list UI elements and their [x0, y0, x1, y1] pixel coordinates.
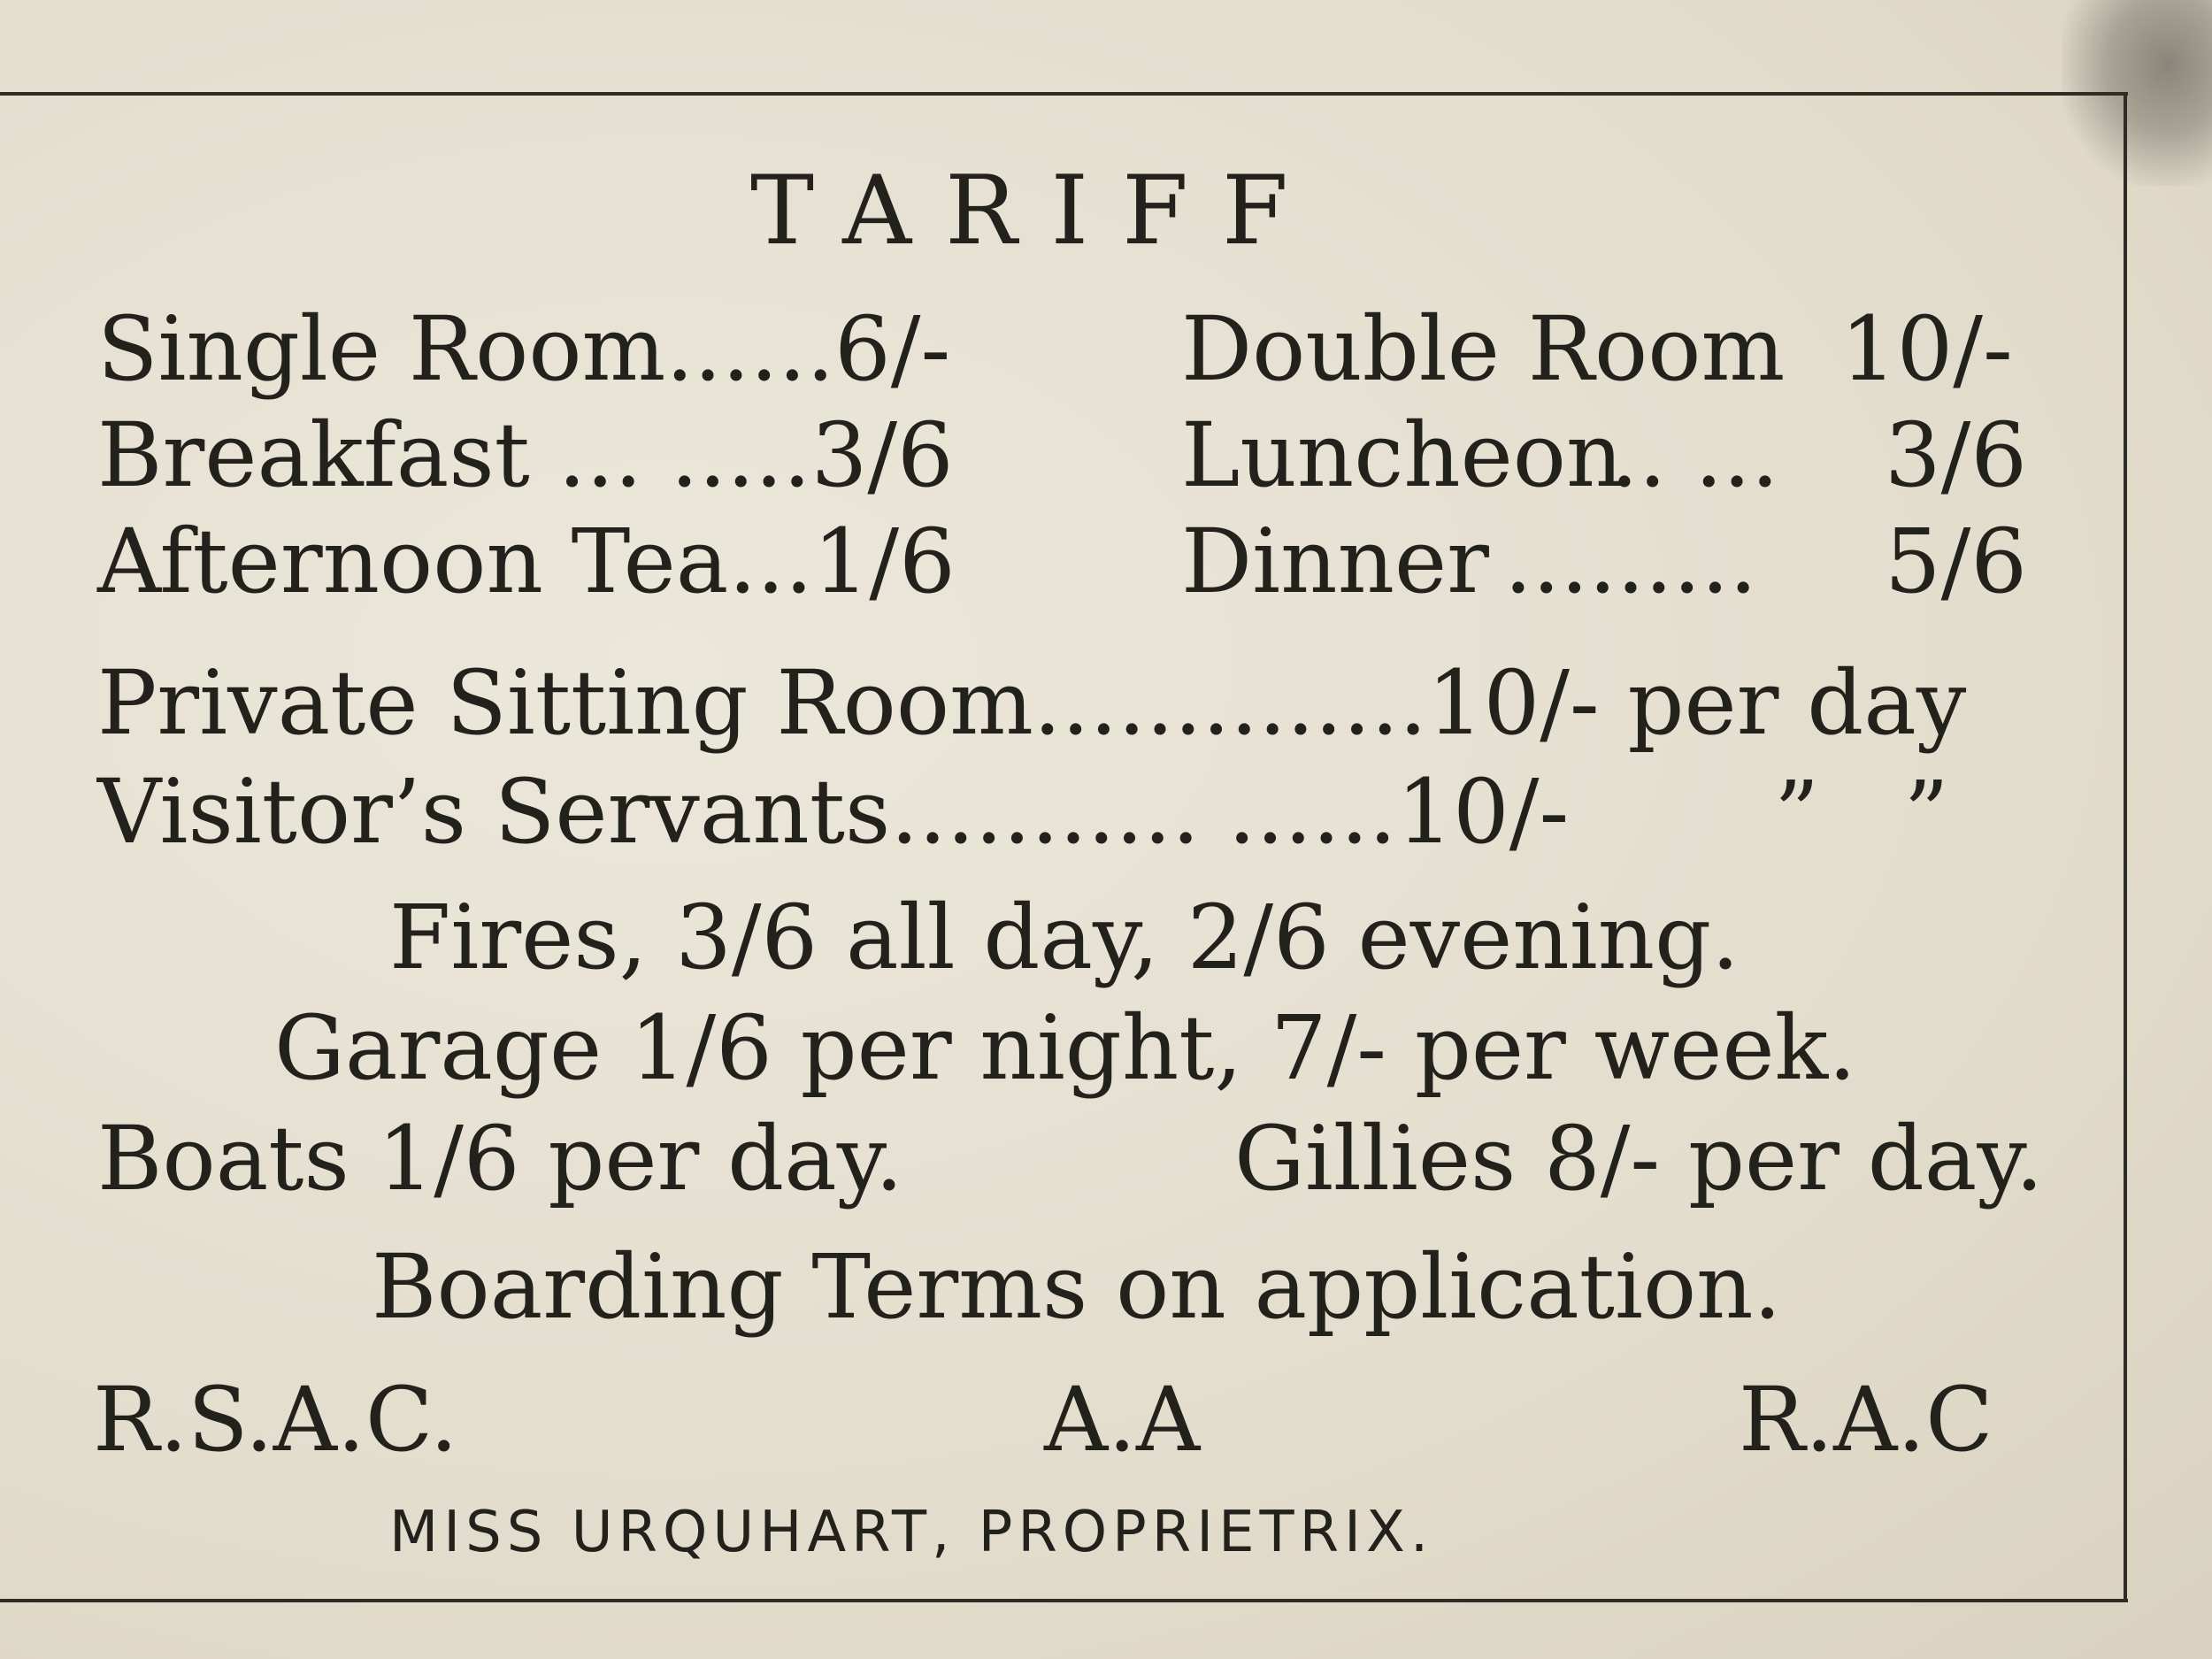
- dinner-label: Dinner: [1181, 510, 1489, 613]
- luncheon-label: Luncheon: [1181, 403, 1624, 507]
- breakfast-row: [97, 403, 954, 507]
- breakfast-leader: ... .....: [529, 403, 811, 507]
- servants-price: 10/-: [1396, 760, 1570, 864]
- garage-note: Garage 1/6 per night, 7/- per week.: [274, 996, 1856, 1100]
- club-rsac: R.S.A.C.: [93, 1368, 458, 1471]
- sitting-room-price: 10/- per day: [1426, 651, 1967, 755]
- tariff-title: TARIFF: [750, 156, 1322, 266]
- club-aa: A.A: [1044, 1368, 1201, 1471]
- right-border-rule: [2124, 92, 2127, 1602]
- boarding-note: Boarding Terms on application.: [372, 1235, 1782, 1339]
- single-room-row: [97, 297, 951, 401]
- servants-leader: ........... ......: [890, 760, 1397, 864]
- bottom-border-rule: [0, 1599, 2128, 1602]
- sitting-room-leader: ..............: [1033, 651, 1427, 755]
- afternoon-tea-price: 1/6: [812, 510, 956, 613]
- servants-ditto: ” ”: [1774, 762, 1949, 865]
- breakfast-price: 3/6: [810, 403, 954, 507]
- sitting-room-row: [97, 651, 1967, 755]
- gillies-note: Gillies 8/- per day.: [1234, 1107, 2044, 1210]
- single-room-leader: ......: [665, 297, 835, 401]
- servants-label: Visitor’s Servants: [97, 760, 891, 864]
- proprietor-line: MISS URQUHART, PROPRIETRIX.: [389, 1500, 1434, 1565]
- dinner-leader: .........: [1504, 510, 1758, 613]
- breakfast-label: Breakfast: [97, 403, 530, 507]
- club-rac: R.A.C: [1739, 1368, 1993, 1471]
- luncheon-leader: .. ...: [1610, 403, 1779, 507]
- luncheon-price: 3/6: [1885, 403, 2027, 507]
- dinner-price: 5/6: [1885, 510, 2027, 613]
- sitting-room-label: Private Sitting Room: [97, 651, 1033, 755]
- double-room-price: 10/-: [1840, 297, 2013, 401]
- fires-note: Fires, 3/6 all day, 2/6 evening.: [389, 886, 1740, 989]
- boats-note: Boats 1/6 per day.: [97, 1107, 903, 1210]
- single-room-price: 6/-: [834, 297, 951, 401]
- top-border-rule: [0, 92, 2128, 96]
- afternoon-tea-row: [97, 510, 956, 613]
- servants-row: [97, 760, 1570, 864]
- afternoon-tea-label: Afternoon Tea: [97, 510, 729, 613]
- single-room-label: Single Room: [97, 297, 666, 401]
- afternoon-tea-leader: ...: [728, 510, 813, 613]
- double-room-label: Double Room: [1181, 297, 1786, 401]
